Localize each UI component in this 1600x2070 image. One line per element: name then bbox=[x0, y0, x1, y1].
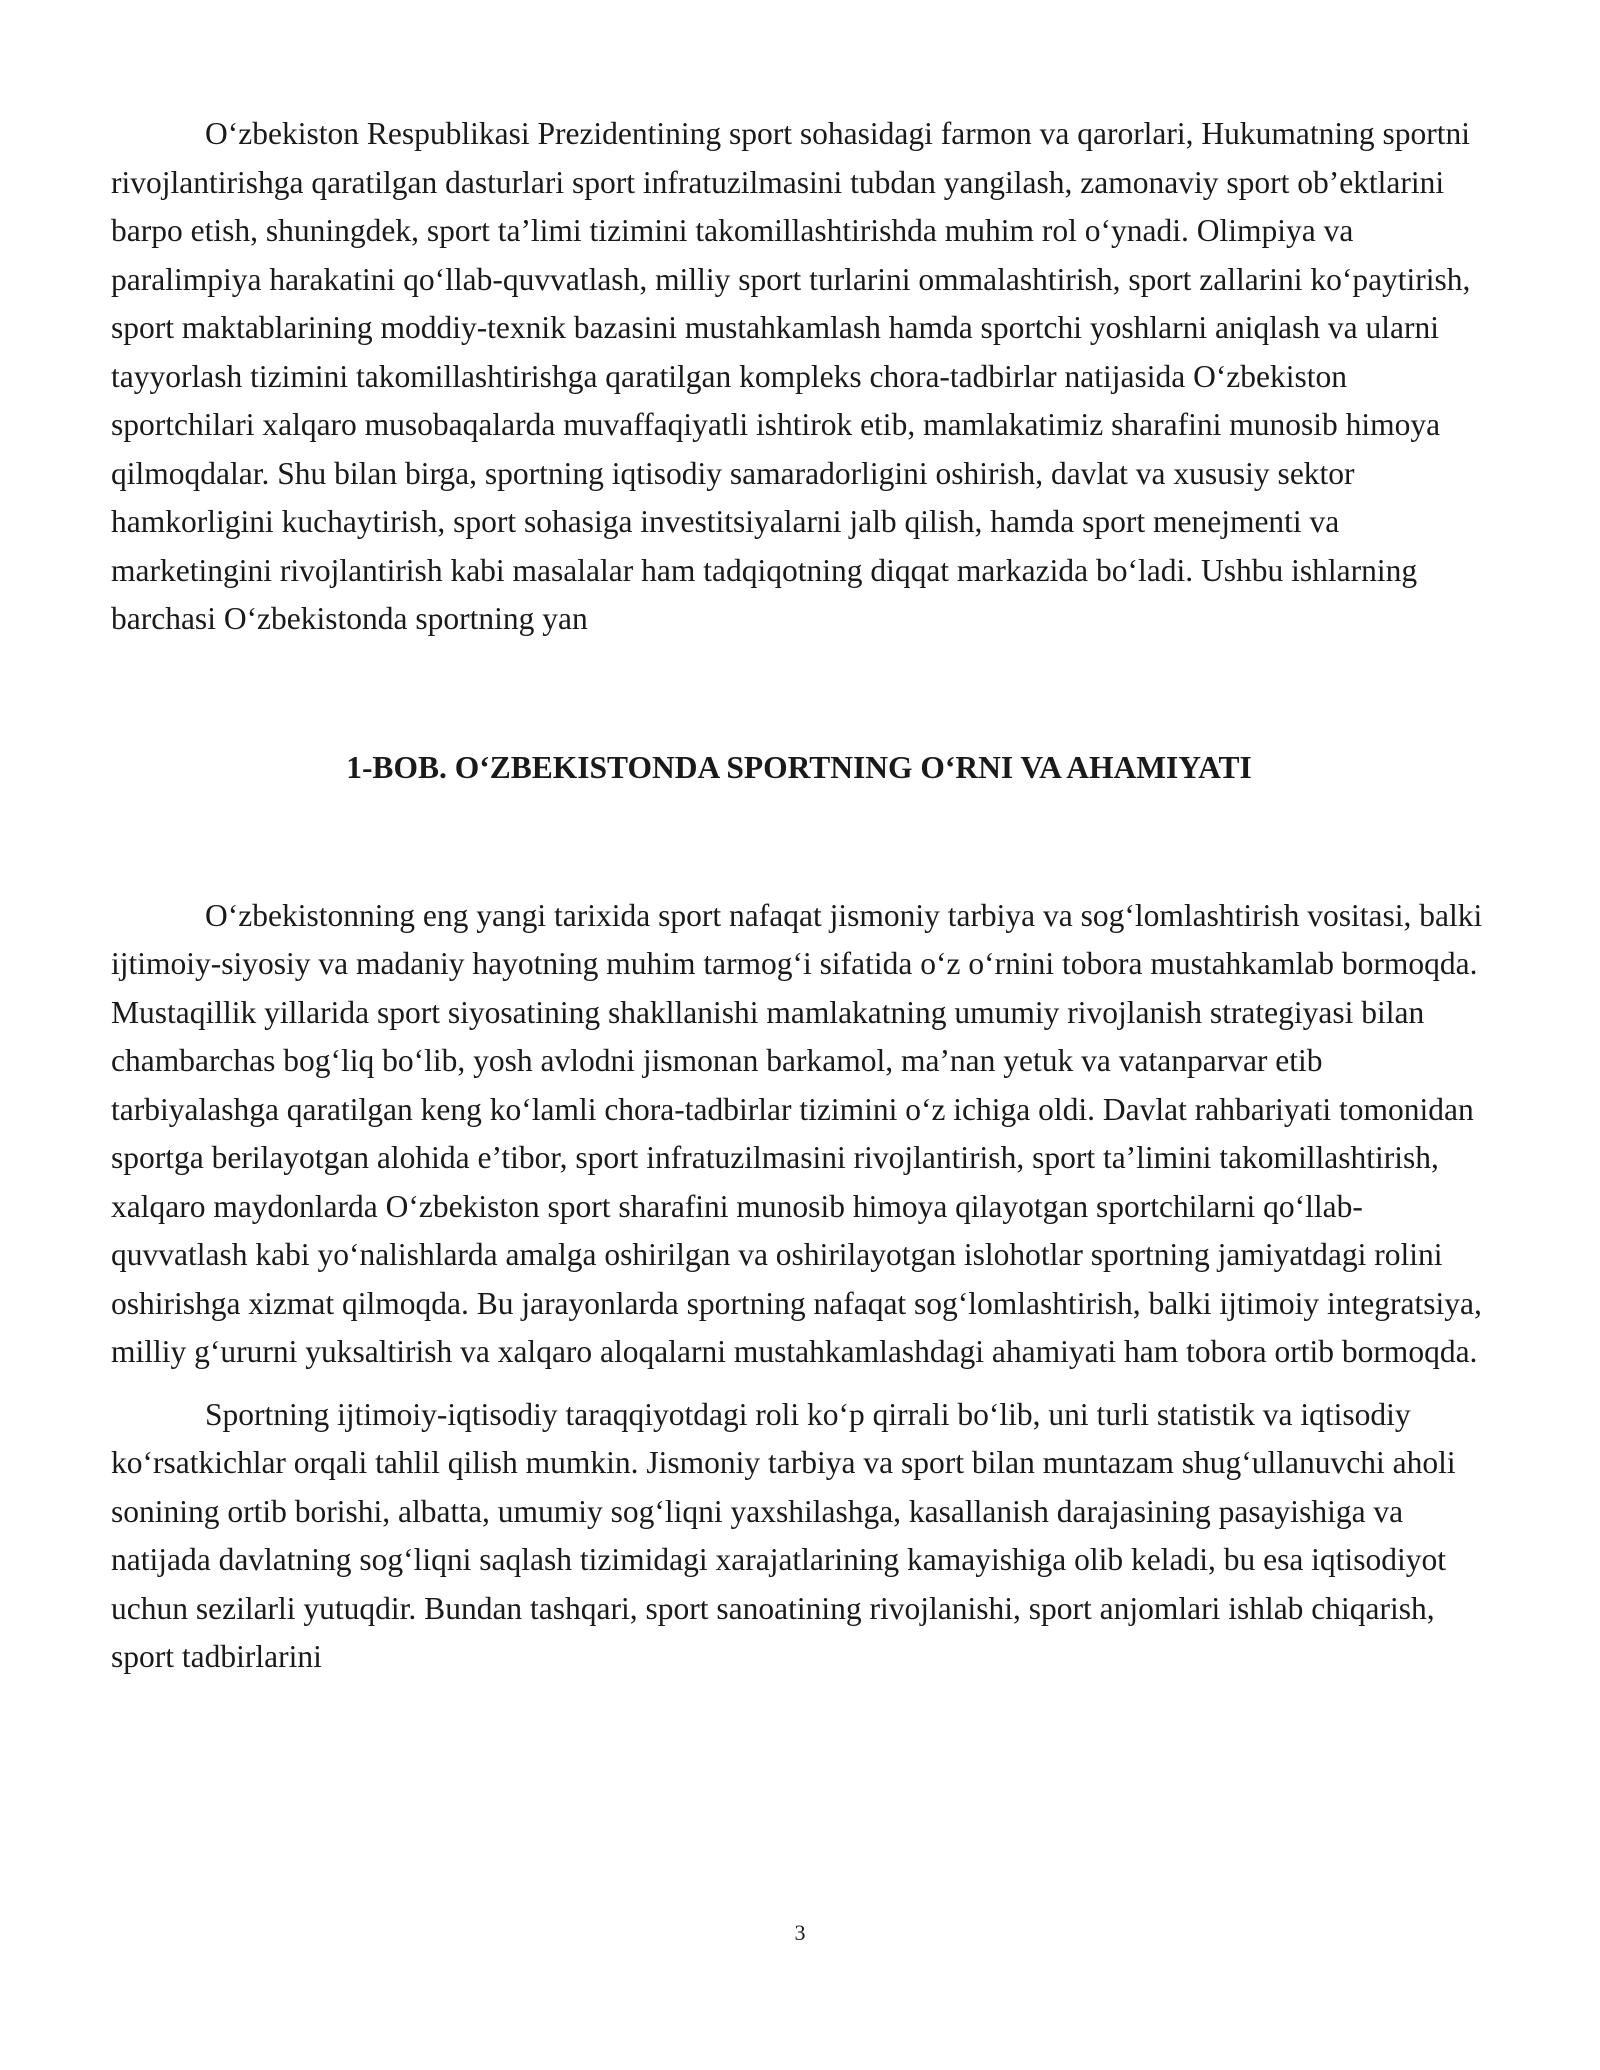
chapter-heading: 1-BOB. O‘ZBEKISTONDA SPORTNING O‘RNI VA AHAMIYATI bbox=[346, 749, 1252, 785]
page-number: 3 bbox=[794, 1920, 806, 1945]
paragraph-chapter-1: O‘zbekistonning eng yangi tarixida sport nafaqat jismoniy tarbiya va sog‘lomlashtirish vositasi, balki ijtimoiy-siyosiy va madaniy hayotning muhim tarmog‘i sifatida o‘z o‘rnini tobora mustahkamlab bormoqda. Mustaqillik yillarida sport siyosatining shakllanishi mamlakatning umumiy rivojlanish strategiyasi bilan chambarchas bog‘liq bo‘lib, yosh avlodni jismonan barkamol, ma’nan yetuk va vatanparvar etib tarbiyalashga qaratilgan keng ko‘lamli chora-tadbirlar tizimini o‘z ichiga oldi. Davlat rahbariyati tomonidan sportga berilayotgan alohida e’tibor, sport infratuzilmasini rivojlantirish, sport ta’limini takomillashtirish, xalqaro maydonlarda O‘zbekiston sport sharafini munosib himoya qilayotgan sportchilarni qo‘llab-quvvatlash kabi yo‘nalishlarda amalga oshirilgan va oshirilayotgan islohotlar sportning jamiyatdagi rolini oshirishga xizmat qilmoqda. Bu jarayonlarda sportning nafaqat sog‘lomlashtirish, balki ijtimoiy integratsiya, milliy g‘ururni yuksaltirish va xalqaro aloqalarni mustahkamlashdagi ahamiyati ham tobora ortib bormoqda. bbox=[111, 897, 1483, 1369]
paragraph-chapter-2: Sportning ijtimoiy-iqtisodiy taraqqiyotdagi roli ko‘p qirrali bo‘lib, uni turli statistik va iqtisodiy ko‘rsatkichlar orqali tahlil qilish mumkin. Jismoniy tarbiya va sport bilan muntazam shug‘ullanuvchi aholi sonining ortib borishi, albatta, umumiy sog‘liqni yaxshilashga, kasallanish darajasining pasayishiga va natijada davlatning sog‘liqni saqlash tizimidagi xarajatlarining kamayishiga olib keladi, bu esa iqtisodiyot uchun sezilarli yutuqdir. Bundan tashqari, sport sanoatining rivojlanishi, sport anjomlari ishlab chiqarish, sport tadbirlarini bbox=[111, 1396, 1456, 1674]
paragraph-intro: O‘zbekiston Respublikasi Prezidentining sport sohasidagi farmon va qarorlari, Hukumatning sportni rivojlantirishga qaratilgan dasturlari sport infratuzilmasini tubdan yangilash, zamonaviy sport ob’ektlarini barpo etish, shuningdek, sport ta’limi tizimini takomillashtirishda muhim rol o‘ynadi. Olimpiya va paralimpiya harakatini qo‘llab-quvvatlash, milliy sport turlarini ommalashtirish, sport zallarini ko‘paytirish, sport maktablarining moddiy-texnik bazasini mustahkamlash hamda sportchi yoshlarni aniqlash va ularni tayyorlash tizimini takomillashtirishga qaratilgan kompleks chora-tadbirlar natijasida O‘zbekiston sportchilari xalqaro musobaqalarda muvaffaqiyatli ishtirok etib, mamlakatimiz sharafini munosib himoya qilmoqdalar. Shu bilan birga, sportning iqtisodiy samaradorligini oshirish, davlat va xususiy sektor hamkorligini kuchaytirish, sport sohasiga investitsiyalarni jalb qilish, hamda sport menejmenti va marketingini rivojlantirish kabi masalalar ham tadqiqotning diqqat markazida bo‘ladi. Ushbu ishlarning barchasi O‘zbekistonda sportning yan bbox=[111, 116, 1471, 636]
page-body bbox=[111, 110, 1487, 1682]
